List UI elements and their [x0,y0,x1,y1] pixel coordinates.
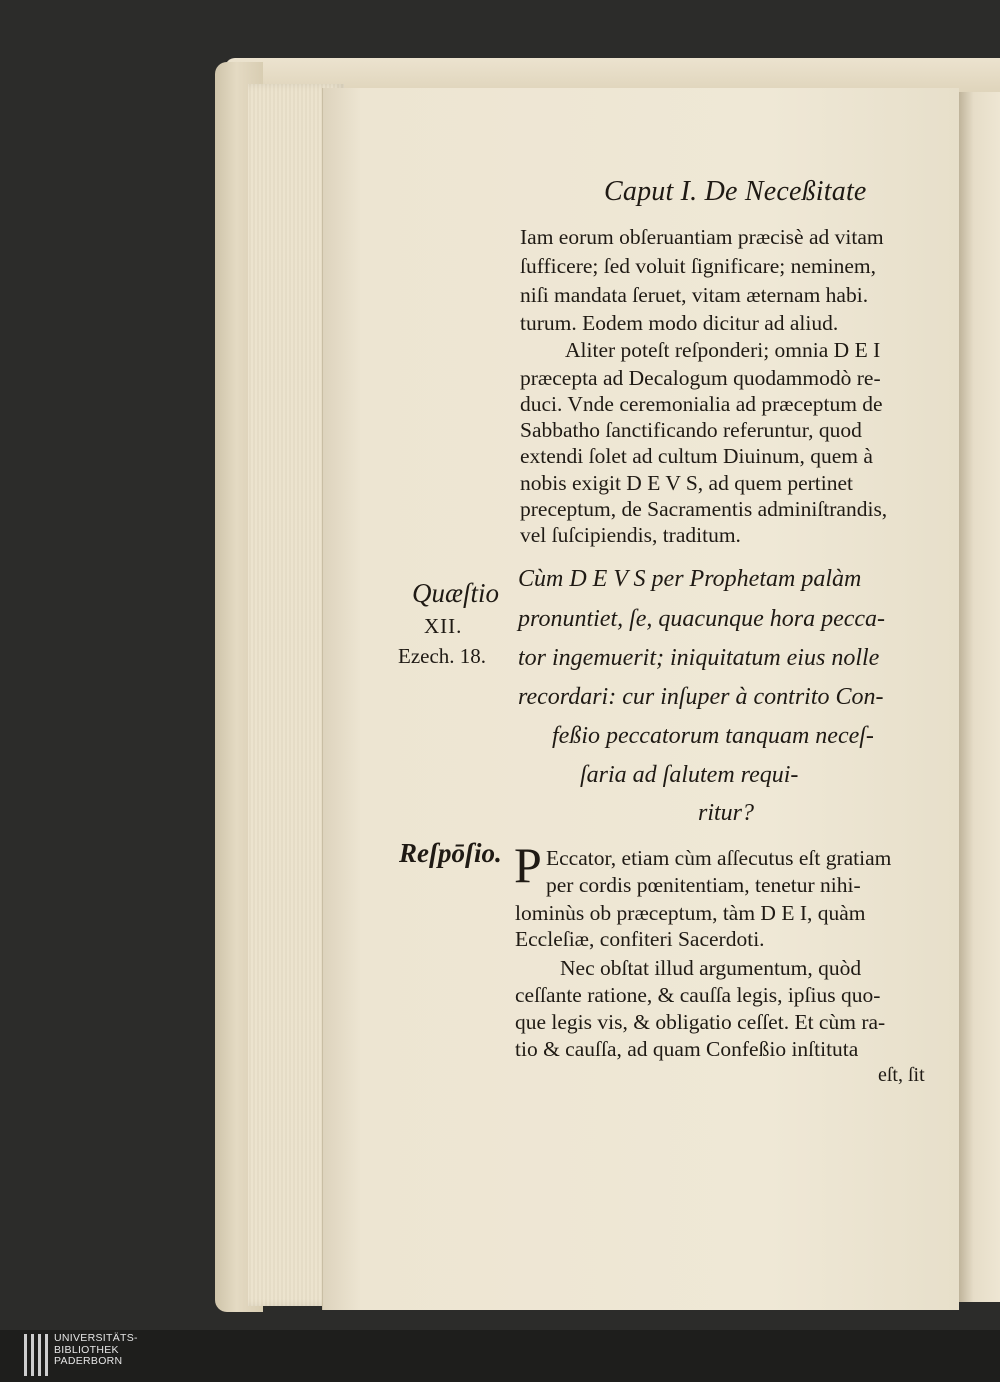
answer-line: per cordis pœnitentiam, tenetur nihi- [546,873,861,897]
text-line: duci. Vnde ceremonialia ad præceptum de [520,392,883,416]
question-line: tor ingemuerit; iniquitatum eius nolle [518,645,880,671]
text-line: niſi mandata ſeruet, vitam æternam habi. [520,283,869,307]
logo-line: PADERBORN [54,1355,123,1367]
question-line: feßio peccatorum tanquam neceſ- [552,723,874,749]
question-line: ritur? [698,800,755,826]
library-logo-text [54,1333,138,1368]
text-line: Aliter poteſt reſponderi; omnia D E I [565,338,881,362]
text-line: turum. Eodem modo dicitur ad aliud. [520,311,839,335]
text-line: præcepta ad Decalogum quodammodò re- [520,366,881,390]
catchword: eſt, ſit [878,1064,925,1086]
facing-page-edge [956,92,1000,1302]
text-line: Nec obſtat illud argumentum, quòd [560,956,862,980]
text-line: ceſſante ratione, & cauſſa legis, ipſius quo- [515,983,881,1007]
text-line: Sabbatho ſanctificando referuntur, quod [520,418,862,442]
text-line: Iam eorum obſeruantiam præcisè ad vitam [520,225,884,249]
text-line: ſufficere; ſed voluit ſignificare; neminem, [520,254,877,278]
question-line: pronuntiet, ſe, quacunque hora pecca- [518,606,886,632]
question-line: Cùm D E V S per Prophetam palàm [518,566,862,592]
answer-line: Eccator, etiam cùm aſſecutus eſt gratiam [546,846,892,870]
text-line: tio & cauſſa, ad quam Confeßio inſtituta [515,1037,859,1061]
text-line: preceptum, de Sacramentis adminiſtrandis, [520,497,888,521]
question-line: recordari: cur inſuper à contrito Con- [518,684,884,710]
library-footer [0,1330,1000,1382]
library-logo-icon [24,1334,48,1376]
answer-line: lominùs ob præceptum, tàm D E I, quàm [515,901,866,925]
question-line: ſaria ad ſalutem requi- [580,762,799,788]
text-line: que legis vis, & obligatio ceſſet. Et cùm ra- [515,1010,886,1034]
text-line: vel ſuſcipiendis, traditum. [520,523,741,547]
margin-reference: Ezech. 18. [398,644,487,668]
text-line: nobis exigit D E V S, ad quem pertinet [520,471,854,495]
running-header: Caput I. De Neceßitate [604,176,867,207]
margin-question-number: XII. [424,614,463,638]
margin-quaestio: Quæſtio [412,578,500,608]
logo-line: UNIVERSITÄTS- [54,1332,138,1344]
logo-line: BIBLIOTHEK [54,1343,119,1356]
margin-responsio: Reſpōſio. [399,838,502,868]
drop-capital: P [514,837,542,893]
text-line: extendi ſolet ad cultum Diuinum, quem à [520,444,873,468]
answer-line: Eccleſiæ, confiteri Sacerdoti. [515,927,765,951]
